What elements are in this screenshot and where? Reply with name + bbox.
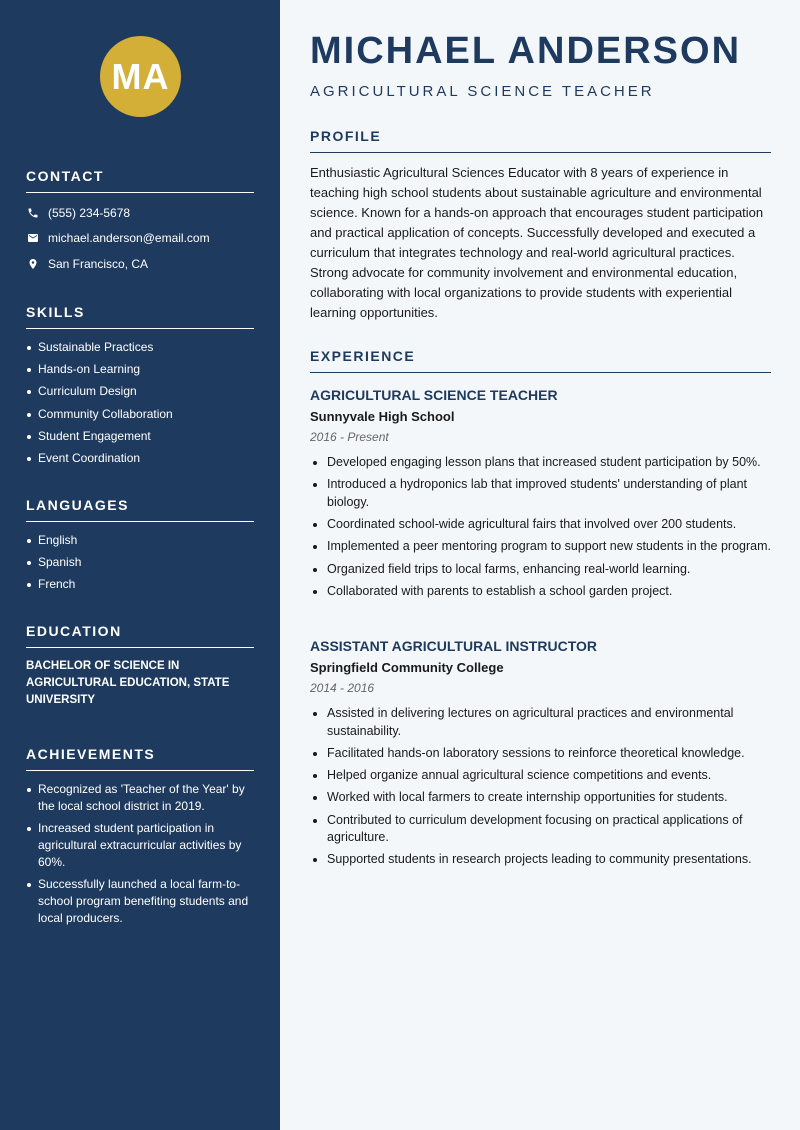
sidebar [0, 0, 280, 1130]
list-item: Community Collaboration [26, 406, 254, 423]
list-item: Introduced a hydroponics lab that improved students' understanding of plant biology. [310, 476, 771, 511]
job-company: Springfield Community College [310, 660, 504, 675]
education-section [26, 623, 254, 709]
list-item: Assisted in delivering lectures on agricultural practices and environmental sustainability. [310, 705, 771, 740]
contact-email [26, 226, 254, 252]
list-item: Supported students in research projects leading to community presentations. [310, 851, 771, 869]
list-item: Helped organize annual agricultural science competitions and events. [310, 767, 771, 785]
education-degree: BACHELOR OF SCIENCE IN AGRICULTURAL EDUCATION, STATE UNIVERSITY [26, 660, 230, 706]
list-item: Developed engaging lesson plans that increased student participation by 50%. [310, 454, 771, 472]
list-item: Facilitated hands-on laboratory sessions to reinforce theoretical knowledge. [310, 745, 771, 763]
candidate-name: MICHAEL ANDERSON [310, 30, 742, 72]
list-item: Implemented a peer mentoring program to support new students in the program. [310, 538, 771, 556]
list-item: English [26, 532, 254, 549]
job-entry [310, 387, 771, 605]
list-item: Successfully launched a local farm-to-school program benefiting students and local producers. [26, 876, 254, 927]
list-item: Collaborated with parents to establish a school garden project. [310, 583, 771, 601]
languages-heading: LANGUAGES [26, 497, 254, 522]
list-item: Coordinated school-wide agricultural fairs that involved over 200 students. [310, 516, 771, 534]
experience-heading: EXPERIENCE [310, 348, 771, 373]
job-role: ASSISTANT AGRICULTURAL INSTRUCTOR [310, 638, 597, 654]
achievements-section [26, 746, 254, 933]
email-text: michael.anderson@email.com [48, 231, 210, 246]
languages-section [26, 497, 254, 599]
experience-section [310, 348, 771, 373]
list-item: Event Coordination [26, 450, 254, 467]
location-pin-icon [26, 257, 40, 271]
achievements-heading: ACHIEVEMENTS [26, 746, 254, 771]
list-item: Hands-on Learning [26, 361, 254, 378]
contact-section [26, 168, 254, 277]
languages-list [26, 532, 254, 593]
contact-phone [26, 200, 254, 226]
job-bullets [310, 705, 771, 869]
job-entry [310, 638, 771, 874]
list-item: Sustainable Practices [26, 339, 254, 356]
location-text: San Francisco, CA [48, 256, 149, 271]
skills-list [26, 339, 254, 467]
list-item: Spanish [26, 554, 254, 571]
job-company: Sunnyvale High School [310, 409, 455, 424]
email-icon [26, 231, 40, 245]
avatar: MA [100, 36, 181, 117]
list-item: Recognized as 'Teacher of the Year' by the local school district in 2019. [26, 781, 254, 815]
education-heading: EDUCATION [26, 623, 254, 648]
list-item: Student Engagement [26, 428, 254, 445]
skills-heading: SKILLS [26, 304, 254, 329]
list-item: Increased student participation in agricultural extracurricular activities by 60%. [26, 820, 254, 871]
list-item: Worked with local farmers to create internship opportunities for students. [310, 789, 771, 807]
job-dates: 2016 - Present [310, 430, 389, 444]
skills-section [26, 304, 254, 472]
job-role: AGRICULTURAL SCIENCE TEACHER [310, 387, 558, 403]
phone-text: (555) 234-5678 [48, 205, 131, 220]
contact-location [26, 251, 254, 277]
job-dates: 2014 - 2016 [310, 681, 375, 695]
profile-section [310, 128, 771, 323]
list-item: Contributed to curriculum development focusing on practical applications of agriculture. [310, 812, 771, 847]
profile-heading: PROFILE [310, 128, 771, 153]
job-bullets [310, 454, 771, 600]
candidate-title: AGRICULTURAL SCIENCE TEACHER [310, 83, 655, 100]
profile-text: Enthusiastic Agricultural Sciences Educator with 8 years of experience in teaching high school students about sustainable agriculture and environmental science. Known for a hands-on approach that encourages student participation and practical application of concepts. Successfully developed and executed a curriculum that integrates technology and real-world agricultural practices. Strong advocate for community involvement and environmental education, collaborating with local organizations to provide students with experiential learning opportunities. [310, 165, 764, 320]
list-item: French [26, 576, 254, 593]
contact-heading: CONTACT [26, 168, 254, 193]
list-item: Curriculum Design [26, 383, 254, 400]
achievements-list [26, 781, 254, 927]
list-item: Organized field trips to local farms, enhancing real-world learning. [310, 561, 771, 579]
phone-icon [26, 206, 40, 220]
